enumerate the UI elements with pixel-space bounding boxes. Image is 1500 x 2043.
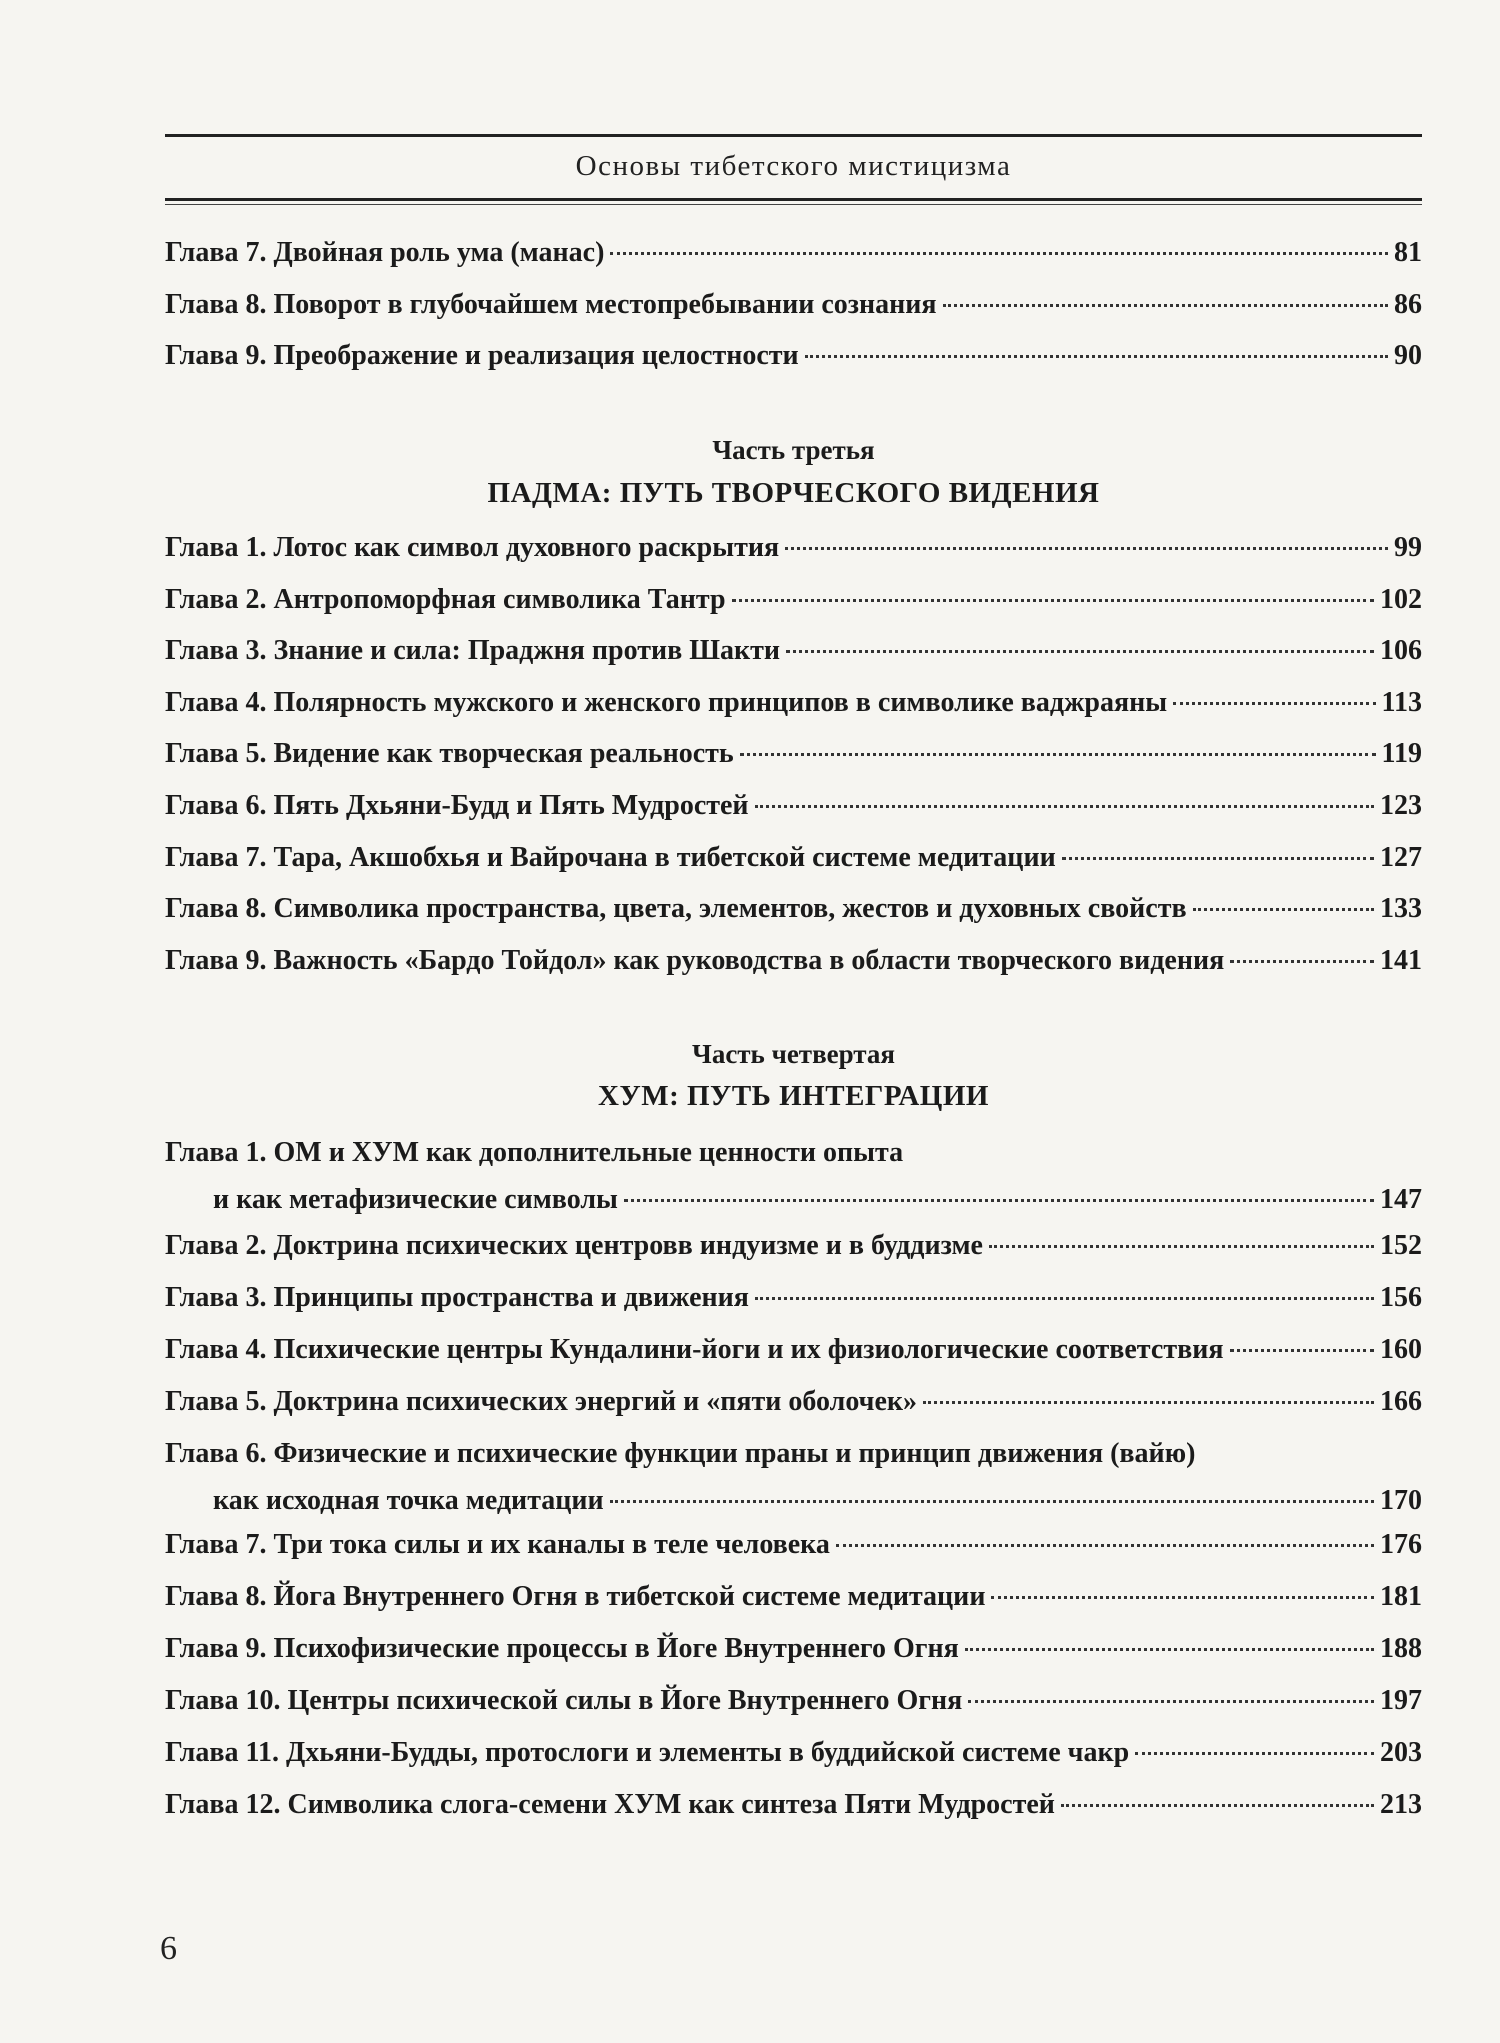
- header-rule: [165, 134, 1422, 137]
- toc-entry[interactable]: [165, 686, 1422, 720]
- page-number: 6: [160, 1930, 177, 1967]
- chapter-title: Глава 4. Полярность мужского и женского принципов в символике ваджраяны: [165, 687, 1168, 718]
- page-ref: 102: [1380, 584, 1422, 615]
- dot-leader: [610, 252, 1388, 255]
- part-label: Часть четвертая: [692, 1039, 895, 1069]
- page-ref: 166: [1380, 1386, 1422, 1417]
- chapter-title: Глава 7. Тара, Акшобхья и Вайрочана в тибетской системе медитации: [165, 842, 1056, 873]
- page-ref: 90: [1394, 340, 1422, 371]
- header-rule: [165, 198, 1422, 201]
- chapter-title-continued: как исходная точка медитации: [213, 1485, 604, 1516]
- dot-leader: [610, 1500, 1374, 1503]
- page-ref: 152: [1380, 1230, 1422, 1261]
- chapter-title: Глава 11. Дхьяни-Будды, протослоги и элементы в буддийской системе чакр: [165, 1737, 1130, 1768]
- toc-entry[interactable]: [165, 1788, 1422, 1822]
- dot-leader: [1193, 908, 1374, 911]
- dot-leader: [755, 805, 1374, 808]
- toc-entry[interactable]: [165, 634, 1422, 668]
- chapter-title: Глава 9. Психофизические процессы в Йоге Внутреннего Огня: [165, 1633, 959, 1664]
- toc-entry[interactable]: [165, 892, 1422, 926]
- page-ref: 203: [1380, 1737, 1422, 1768]
- dot-leader: [740, 753, 1376, 756]
- dot-leader: [1061, 1804, 1374, 1807]
- page-ref: 147: [1380, 1184, 1422, 1215]
- chapter-title: Глава 5. Видение как творческая реальность: [165, 738, 734, 769]
- dot-leader: [732, 599, 1374, 602]
- chapter-title: Глава 2. Доктрина психических центровв индуизме и в буддизме: [165, 1230, 983, 1261]
- dot-leader: [943, 304, 1388, 307]
- toc-entry[interactable]: [165, 1385, 1422, 1419]
- toc-entry[interactable]: [165, 789, 1422, 823]
- page-ref: 133: [1380, 893, 1422, 924]
- page-ref: 188: [1380, 1633, 1422, 1664]
- page-ref: 119: [1381, 738, 1422, 769]
- toc-entry[interactable]: [165, 1281, 1422, 1315]
- chapter-title: Глава 6. Пять Дхьяни-Будд и Пять Мудростей: [165, 790, 749, 821]
- page-ref: 156: [1380, 1282, 1422, 1313]
- dot-leader: [968, 1700, 1374, 1703]
- chapter-title: Глава 9. Преображение и реализация целостности: [165, 340, 799, 371]
- chapter-title: Глава 3. Знание и сила: Праджня против Шакти: [165, 635, 781, 666]
- dot-leader: [923, 1401, 1374, 1404]
- page-ref: 160: [1380, 1334, 1422, 1365]
- dot-leader: [1230, 1349, 1375, 1352]
- page-ref: 127: [1380, 842, 1422, 873]
- toc-entry[interactable]: [165, 737, 1422, 771]
- dot-leader: [786, 650, 1374, 653]
- page-ref: 81: [1394, 237, 1422, 268]
- page-ref: 181: [1380, 1581, 1422, 1612]
- chapter-title: Глава 12. Символика слога-семени ХУМ как синтеза Пяти Мудростей: [165, 1789, 1055, 1820]
- toc-entry[interactable]: [165, 236, 1422, 270]
- dot-leader: [965, 1648, 1374, 1651]
- toc-entry[interactable]: [165, 531, 1422, 565]
- toc-entry[interactable]: [165, 583, 1422, 617]
- chapter-title: Глава 8. Йога Внутреннего Огня в тибетской системе медитации: [165, 1581, 986, 1612]
- chapter-title: Глава 3. Принципы пространства и движения: [165, 1282, 749, 1313]
- toc-entry[interactable]: [165, 1333, 1422, 1367]
- part-label: Часть третья: [712, 435, 875, 465]
- page-ref: 197: [1380, 1685, 1422, 1716]
- toc-entry[interactable]: [165, 1632, 1422, 1666]
- page-ref: 170: [1380, 1485, 1422, 1516]
- toc-entry[interactable]: [165, 1684, 1422, 1718]
- toc-entry[interactable]: [165, 1528, 1422, 1562]
- page-ref: 113: [1381, 687, 1422, 718]
- chapter-title: Глава 8. Символика пространства, цвета, элементов, жестов и духовных свойств: [165, 893, 1187, 924]
- dot-leader: [1230, 960, 1374, 963]
- toc-entry[interactable]: [165, 1736, 1422, 1770]
- chapter-title: Глава 1. ОМ и ХУМ как дополнительные ценности опыта: [165, 1137, 904, 1168]
- chapter-title: Глава 5. Доктрина психических энергий и «пяти оболочек»: [165, 1386, 918, 1417]
- page-ref: 213: [1380, 1789, 1422, 1820]
- dot-leader: [989, 1245, 1374, 1248]
- toc-entry[interactable]: [165, 841, 1422, 875]
- chapter-title: Глава 1. Лотос как символ духовного раскрытия: [165, 532, 780, 563]
- page-ref: 123: [1380, 790, 1422, 821]
- toc-entry[interactable]: [165, 1437, 1422, 1518]
- chapter-title: Глава 4. Психические центры Кундалини-йоги и их физиологические соответствия: [165, 1334, 1224, 1365]
- part-title: ПАДМА: ПУТЬ ТВОРЧЕСКОГО ВИДЕНИЯ: [487, 477, 1100, 509]
- chapter-title-continued: и как метафизические символы: [213, 1184, 618, 1215]
- page-ref: 176: [1380, 1529, 1422, 1560]
- dot-leader: [1135, 1752, 1374, 1755]
- part-title: ХУМ: ПУТЬ ИНТЕГРАЦИИ: [598, 1080, 989, 1112]
- dot-leader: [1173, 702, 1375, 705]
- page-ref: 106: [1380, 635, 1422, 666]
- chapter-title: Глава 10. Центры психической силы в Йоге Внутреннего Огня: [165, 1685, 963, 1716]
- dot-leader: [805, 355, 1388, 358]
- toc-entry[interactable]: [165, 288, 1422, 322]
- chapter-title: Глава 7. Три тока силы и их каналы в теле человека: [165, 1529, 830, 1560]
- dot-leader: [991, 1596, 1374, 1599]
- dot-leader: [836, 1544, 1374, 1547]
- dot-leader: [1062, 857, 1374, 860]
- chapter-title: Глава 2. Антропоморфная символика Тантр: [165, 584, 726, 615]
- header-rule: [165, 204, 1422, 205]
- chapter-title: Глава 6. Физические и психические функции праны и принцип движения (вайю): [165, 1438, 1196, 1469]
- chapter-title: Глава 9. Важность «Бардо Тойдол» как руководства в области творческого видения: [165, 945, 1225, 976]
- toc-entry[interactable]: [165, 1229, 1422, 1263]
- running-title: Основы тибетского мистицизма: [575, 150, 1012, 182]
- dot-leader: [755, 1297, 1374, 1300]
- toc-entry[interactable]: [165, 1136, 1422, 1217]
- toc-entry[interactable]: [165, 1580, 1422, 1614]
- toc-entry[interactable]: [165, 339, 1422, 373]
- page-ref: 99: [1394, 532, 1422, 563]
- chapter-title: Глава 7. Двойная роль ума (манас): [165, 237, 605, 268]
- dot-leader: [624, 1199, 1374, 1202]
- toc-entry[interactable]: [165, 944, 1422, 978]
- dot-leader: [785, 547, 1388, 550]
- chapter-title: Глава 8. Поворот в глубочайшем местопребывании сознания: [165, 289, 937, 320]
- page-ref: 86: [1394, 289, 1422, 320]
- page-ref: 141: [1380, 945, 1422, 976]
